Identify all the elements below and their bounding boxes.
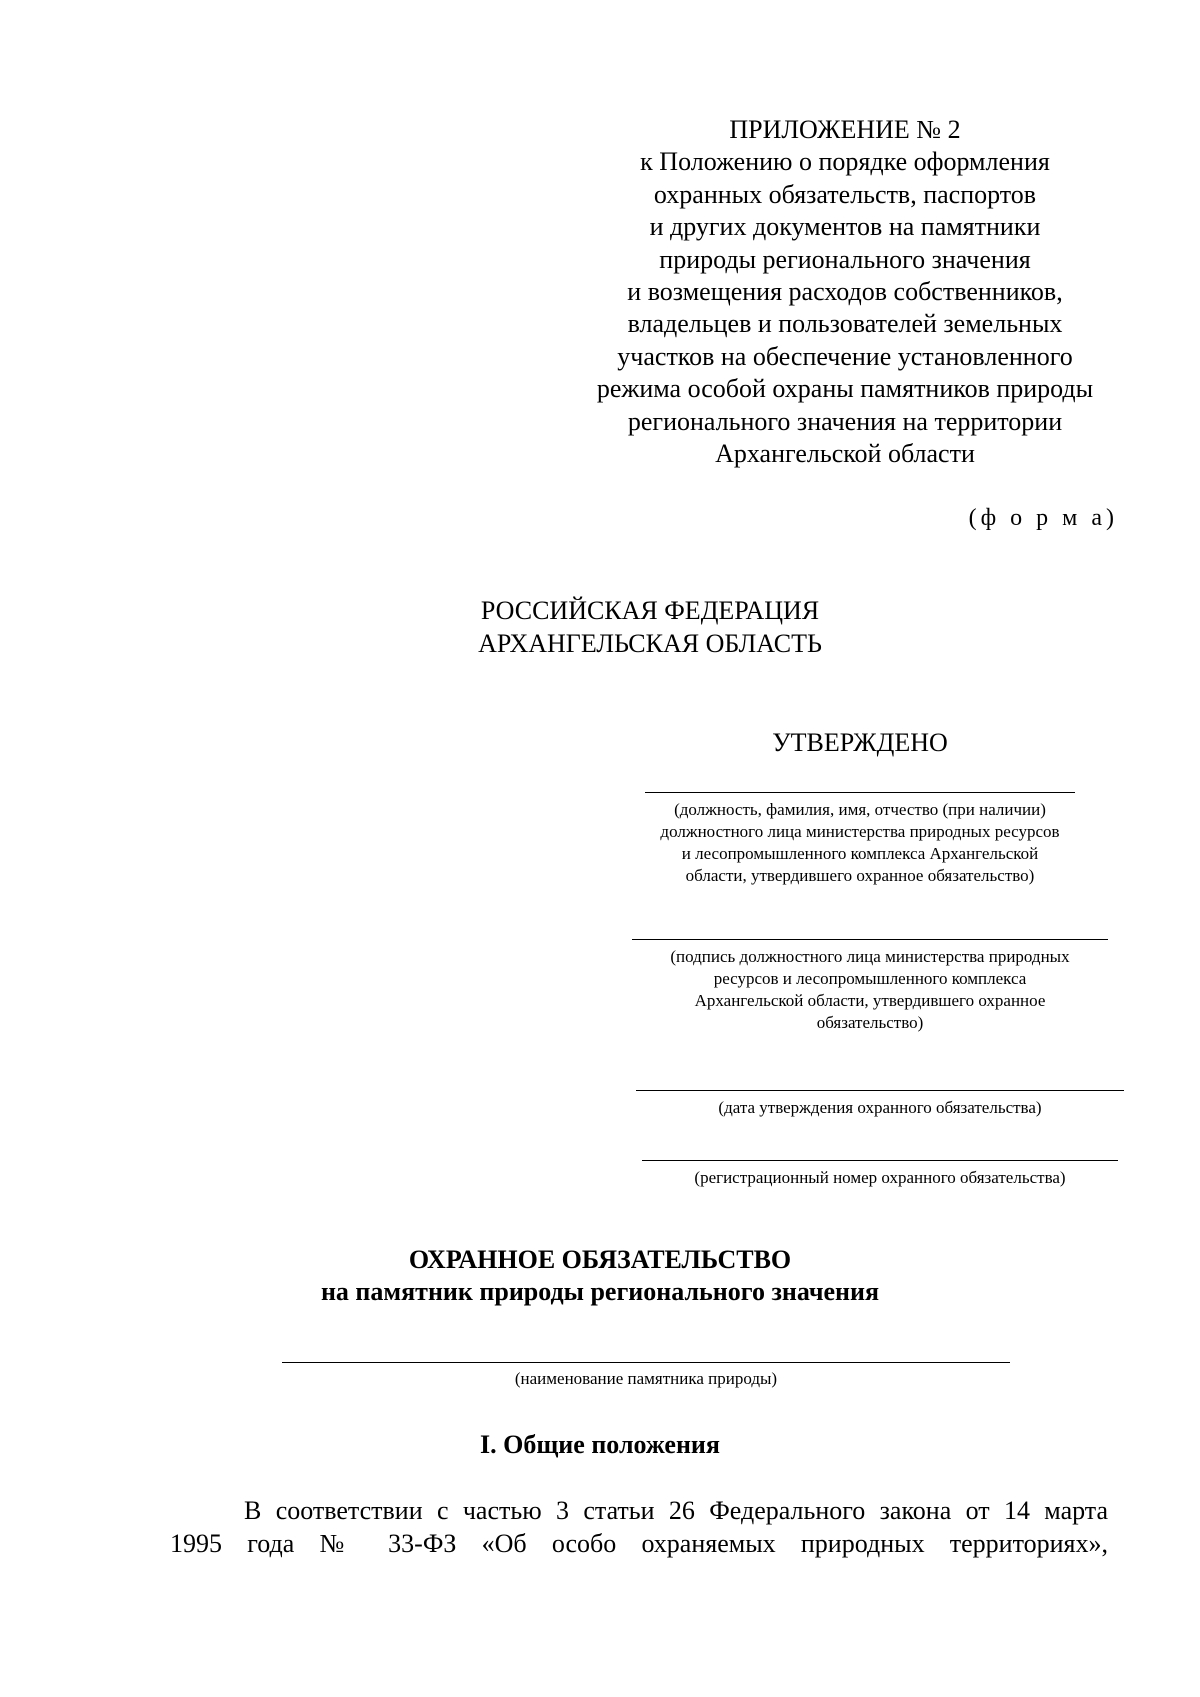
- caption-line: (должность, фамилия, имя, отчество (при наличии): [674, 800, 1046, 819]
- caption-line: области, утвердившего охранное обязательство): [685, 866, 1035, 885]
- caption-line: (регистрационный номер охранного обязательства): [694, 1168, 1066, 1187]
- monument-name-block: [282, 1362, 1010, 1389]
- document-title: [200, 1244, 1000, 1308]
- form-label: (ф о р м а): [968, 505, 1118, 531]
- caption-line: (дата утверждения охранного обязательства): [718, 1098, 1042, 1117]
- annex-line: Архангельской области: [715, 439, 975, 469]
- date-line: [636, 1090, 1124, 1091]
- annex-line: к Положению о порядке оформления: [640, 147, 1050, 177]
- section-heading: I. Общие положения: [480, 1430, 720, 1459]
- date-block: [630, 1090, 1130, 1119]
- title-sub: на памятник природы регионального значения: [320, 1277, 880, 1306]
- caption-line: ресурсов и лесопромышленного комплекса: [713, 969, 1027, 988]
- caption-line: Архангельской области, утвердившего охранное: [694, 991, 1046, 1010]
- annex-line: и возмещения расходов собственников,: [627, 277, 1063, 307]
- annex-line: участков на обеспечение установленного: [617, 341, 1073, 371]
- state-header: [400, 594, 900, 660]
- title-main: ОХРАННОЕ ОБЯЗАТЕЛЬСТВО: [408, 1245, 792, 1274]
- approved-title: УТВЕРЖДЕНО: [772, 728, 948, 757]
- annex-line: владельцев и пользователей земельных: [627, 309, 1063, 339]
- signature-line: [632, 939, 1108, 940]
- annex-header: [555, 114, 1135, 470]
- signature-block: [620, 939, 1120, 1034]
- paragraph-line: В соответствии с частью 3 статьи 26 Федерального закона от 14 марта: [244, 1496, 1108, 1525]
- caption-line: должностного лица министерства природных ресурсов: [660, 822, 1060, 841]
- caption-line: и лесопромышленного комплекса Архангельской: [681, 844, 1039, 863]
- annex-line: природы регионального значения: [659, 244, 1031, 274]
- official-name-line: [645, 792, 1075, 793]
- region-name: АРХАНГЕЛЬСКАЯ ОБЛАСТЬ: [478, 629, 822, 658]
- monument-name-caption: (наименование памятника природы): [514, 1369, 778, 1388]
- annex-line: режима особой охраны памятников природы: [596, 374, 1094, 404]
- paragraph-line: 1995 года № 33-ФЗ «Об особо охраняемых природных территориях»,: [170, 1529, 1108, 1558]
- regnum-line: [642, 1160, 1118, 1161]
- annex-line: охранных обязательств, паспортов: [653, 179, 1037, 209]
- caption-line: (подпись должностного лица министерства природных: [670, 947, 1070, 966]
- caption-line: обязательство): [816, 1013, 924, 1032]
- monument-name-line: [282, 1362, 1010, 1363]
- section-paragraph: [170, 1494, 1108, 1560]
- country-name: РОССИЙСКАЯ ФЕДЕРАЦИЯ: [480, 596, 820, 625]
- official-name-block: [630, 792, 1090, 887]
- annex-line: регионального значения на территории: [627, 406, 1063, 436]
- annex-line: и других документов на памятники: [649, 212, 1041, 242]
- annex-line: ПРИЛОЖЕНИЕ № 2: [729, 115, 961, 144]
- regnum-block: [630, 1160, 1130, 1189]
